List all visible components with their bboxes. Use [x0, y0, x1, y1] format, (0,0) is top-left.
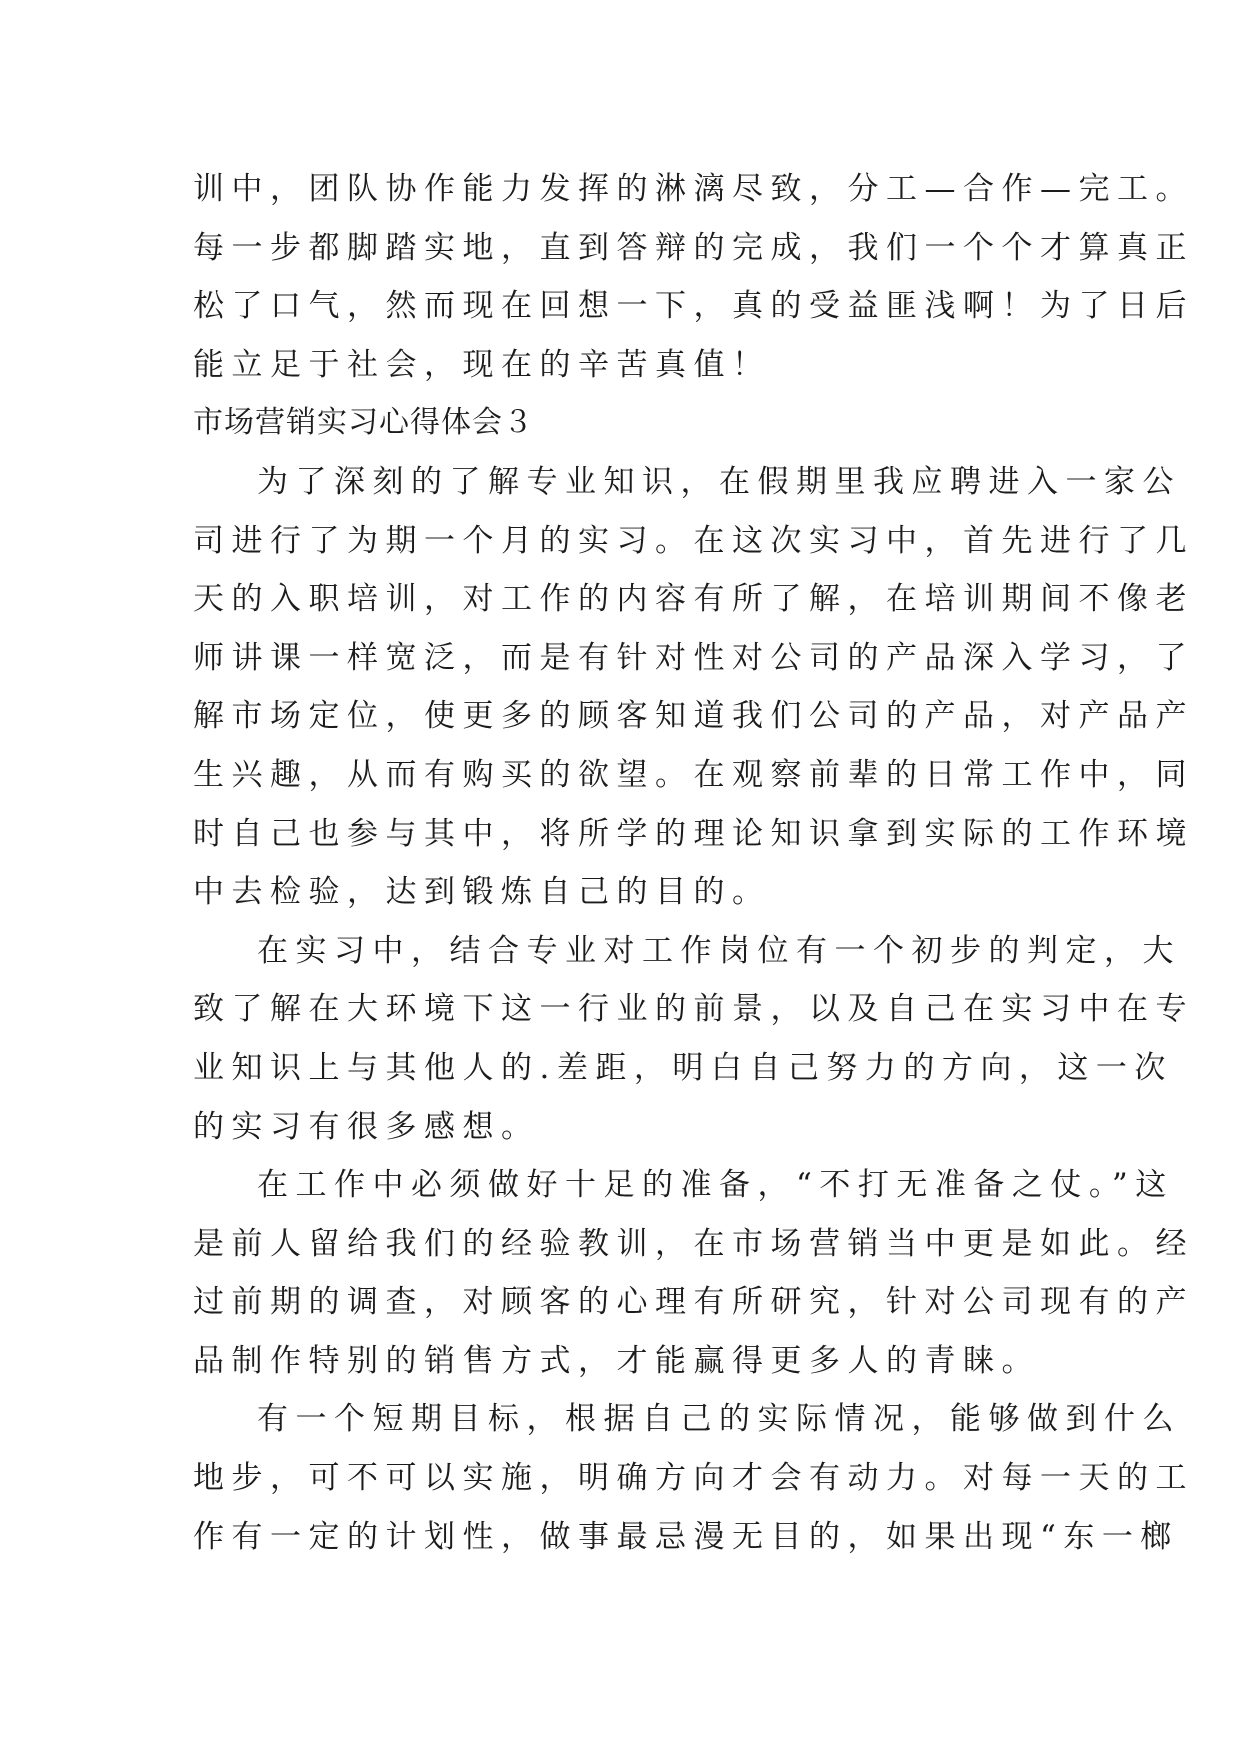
text-line: 品制作特别的销售方式，才能赢得更多人的青睐。 [193, 1342, 1040, 1379]
text-line: 作有一定的计划性，做事最忌漫无目的，如果出现“东一榔 [193, 1518, 1179, 1555]
text-line: 能立足于社会，现在的辛苦真值！ [193, 346, 771, 383]
text-line: 过前期的调查，对顾客的心理有所研究，针对公司现有的产 [193, 1284, 1194, 1321]
text-line: 天的入职培训，对工作的内容有所了解，在培训期间不像老 [193, 581, 1194, 618]
text-line: 生兴趣，从而有购买的欲望。在观察前辈的日常工作中，同 [193, 756, 1194, 793]
text-line: 时自己也参与其中，将所学的理论知识拿到实际的工作环境 [193, 815, 1194, 852]
text-line: 中去检验，达到锻炼自己的目的。 [193, 874, 771, 911]
text-line: 是前人留给我们的经验教训，在市场营销当中更是如此。经 [193, 1225, 1194, 1262]
section-heading: 市场营销实习心得体会３ [193, 405, 534, 441]
text-line: 司进行了为期一个月的实习。在这次实习中，首先进行了几 [193, 522, 1194, 559]
paragraph-1 [193, 453, 1194, 922]
text-line: 有一个短期目标，根据自己的实际情况，能够做到什么 [257, 1401, 1181, 1438]
text-line: 地步，可不可以实施，明确方向才会有动力。对每一天的工 [193, 1460, 1194, 1497]
text-line: 松了口气，然而现在回想一下，真的受益匪浅啊！为了日后 [193, 288, 1194, 325]
paragraph-4 [193, 1390, 1194, 1566]
paragraph-3 [193, 1156, 1194, 1390]
previous-section-tail [193, 160, 1194, 394]
text-line: 解市场定位，使更多的顾客知道我们公司的产品，对产品产 [193, 698, 1194, 735]
document-body [193, 160, 1194, 1566]
text-line: 师讲课一样宽泛，而是有针对性对公司的产品深入学习，了 [193, 639, 1194, 676]
text-line: 为了深刻的了解专业知识，在假期里我应聘进入一家公 [257, 463, 1181, 500]
paragraph-2 [193, 922, 1194, 1156]
text-line: 在工作中必须做好十足的准备，“不打无准备之仗。”这 [257, 1167, 1174, 1204]
text-line: 致了解在大环境下这一行业的前景，以及自己在实习中在专 [193, 991, 1194, 1028]
text-line: 每一步都脚踏实地，直到答辩的完成，我们一个个才算真正 [193, 229, 1194, 266]
text-line: 训中，团队协作能力发挥的淋漓尽致，分工—合作—完工。 [193, 171, 1194, 207]
text-line: 在实习中，结合专业对工作岗位有一个初步的判定，大 [257, 932, 1181, 969]
text-line: 业知识上与其他人的.差距，明白自己努力的方向，这一次 [193, 1049, 1173, 1086]
text-line: 的实习有很多感想。 [193, 1108, 540, 1145]
